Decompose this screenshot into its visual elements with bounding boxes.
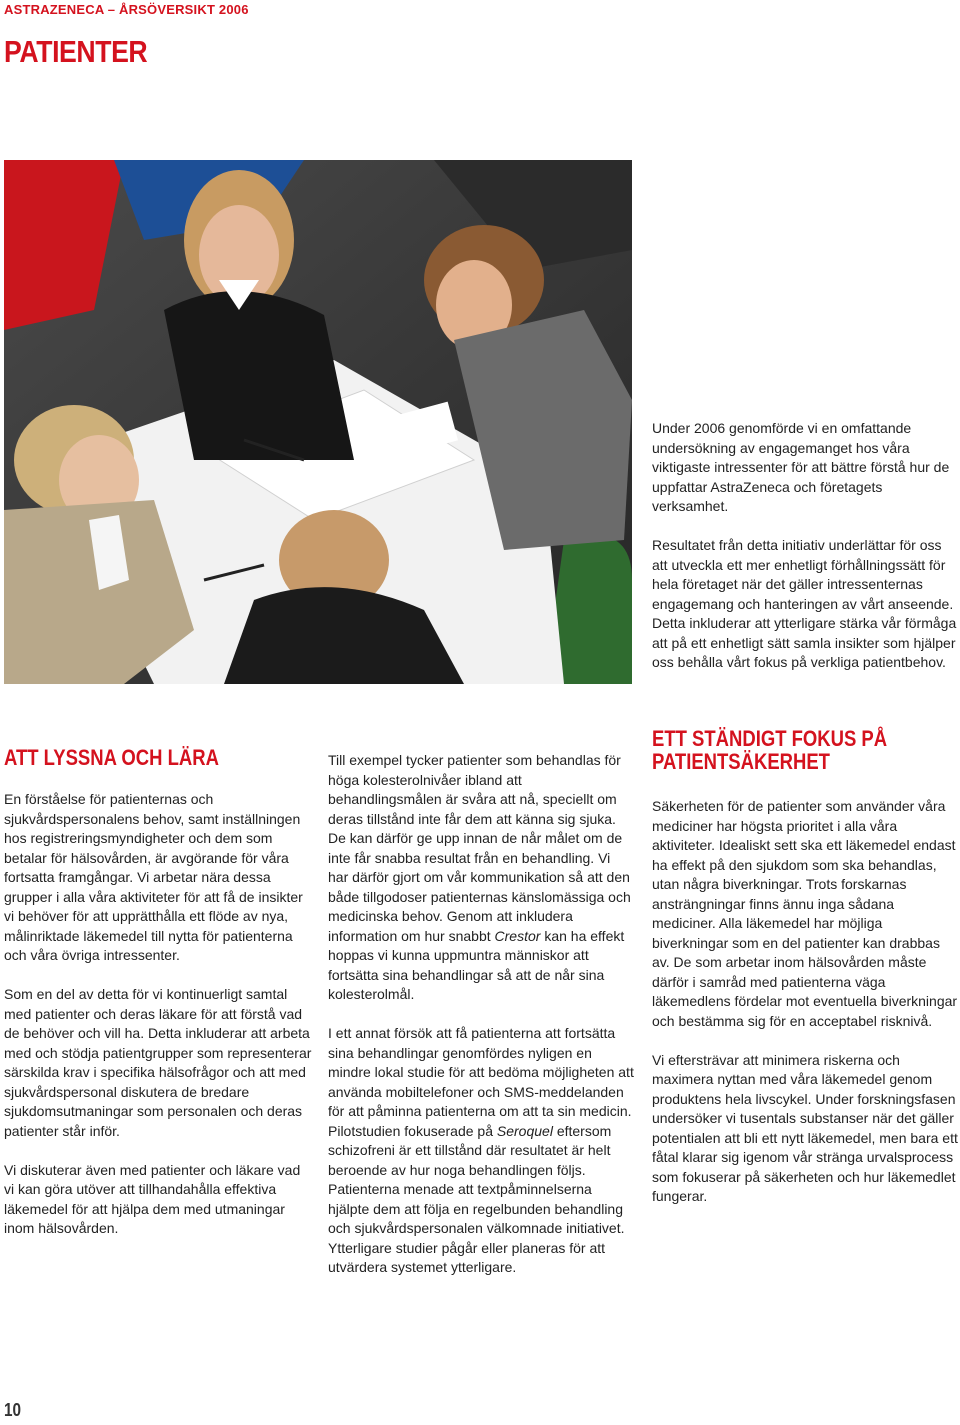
heading-line: PATIENTSÄKERHET <box>652 749 830 774</box>
body-text: kan ha effekt hoppas vi kunna uppmuntra människor att fortsätta sina behandlingar så att de når sina kolesterolmål. <box>328 927 625 1002</box>
heading-line: ETT STÄNDIGT FOKUS PÅ <box>652 726 888 751</box>
section-heading: ATT LYSSNA OCH LÄRA <box>4 745 219 770</box>
body-paragraph <box>328 751 634 1005</box>
body-text: Till exempel tycker patienter som behandlas för höga kolesterolnivåer ibland att behandlingsmålen är svåra att nå, speciellt om deras tillstånd inte får dem att känna sig sjuka. De kan därför ge upp innan de når målet om de inte får snabba resultat från en behandling. Vi har därför gjort om vår kommunikation så att den både tillgodoser patienternas känslomässiga och medicinska behov. Genom att inkludera information om hur snabbt <box>328 752 631 944</box>
column-examples <box>328 751 634 1297</box>
body-paragraph: Vi eftersträvar att minimera riskerna och maximera nyttan med våra läkemedel genom produktens hela livscykel. Under forskningsfasen undersöker vi tusentals substanser när det gäller potentialen att bli ett nytt läkemedel, men bara ett fåtal klarar sig igenom vår stränga urvalsprocess som fokuserar på säkerheten och hur läkemedlet fungerar. <box>652 1051 958 1204</box>
body-paragraph: Vi diskuterar även med patienter och läkare vad vi kan göra utöver att tillhandahålla effektiva läkemedel för att hjälpa dem med utmaningar inom hälsovården. <box>4 1161 301 1236</box>
page-number: 10 <box>4 1400 22 1420</box>
product-name: Seroquel <box>496 1122 553 1139</box>
product-name: Crestor <box>494 927 541 944</box>
body-text: I ett annat försök att få patienterna att fortsätta sina behandlingar genomfördes nyligen en mindre lokal studie för att bedöma möjligheten att använda mobiltelefoner och SMS-meddelanden för att påminna patienterna om att ta sin medicin. Pilotstudien fokuserade på <box>328 1025 634 1139</box>
page-title: PATIENTER <box>4 34 148 69</box>
intro-paragraph: Resultatet från detta initiativ underlättar för oss att utveckla ett mer enhetligt förhållningssätt för hela företaget när det gäller intressenternas engagemang och hanteringen av vårt anseende. Detta inkluderar att ytterligare stärka vår förmåga att på ett enhetligt sätt samla insikter som hjälper oss behålla vårt fokus på verkliga patientbehov. <box>652 537 957 670</box>
body-paragraph <box>328 1024 634 1278</box>
body-text: eftersom schizofreni är ett tillstånd där resultatet är helt beroende av hur noga behandlingen följs. Patienterna menade att textpåminnelserna hjälpte dem att följa en regelbunden behandling och sjukvårdspersonalen välkomnade initiativet. Ytterligare studier pågår eller planeras för att utvärdera systemet ytterligare. <box>328 1122 625 1275</box>
body-paragraph: En förståelse för patienternas och sjukvårdspersonalens behov, samt inställningen hos registreringsmyndigheter och dem som betalar för hälsovården, är avgörande för våra fortsatta framgångar. Vi arbetar nära dessa grupper i alla våra aktiviteter för att få de insikter vi behöver för att upprätthålla ett flöde av nya, målinriktade läkemedel till nytta för patienterna och våra övriga intressenter. <box>4 791 303 963</box>
intro-text <box>652 419 957 692</box>
column-patient-safety <box>652 727 958 1226</box>
body-paragraph: Säkerheten för de patienter som använder våra mediciner har högsta prioritet i alla våra aktiviteter. Idealiskt sett ska ett läkemedel endast ha effekt på den sjukdom som ska behandlas, utan några biverkningar. Trots forskarnas ansträngningar finns ännu inga sådana mediciner. Alla läkemedel har möjliga biverkningar som en del patienter kan drabbas av. De som arbetar inom hälsovården måste därför i samråd med patienterna väga läkemedlens fördelar mot eventuella biverkningar och bestämma sig för en acceptabel risknivå. <box>652 798 958 1029</box>
meeting-photo <box>4 160 632 684</box>
column-listen-learn <box>4 746 312 1258</box>
body-paragraph: Som en del av detta för vi kontinuerligt samtal med patienter och deras läkare för att förstå vad de behöver och vill ha. Detta inkluderar att arbeta med och stödja patientgrupper som representerar särskilda krav i specifika hälsofrågor och att med sjukvårdspersonal diskutera de bredare sjukdomsutmaningar som personalen och deras patienter står inför. <box>4 986 312 1139</box>
intro-paragraph: Under 2006 genomförde vi en omfattande undersökning av engagemanget hos våra viktigaste intressenter för att bättre förstå hur de uppfattar AstraZeneca och företagets verksamhet. <box>652 420 950 514</box>
section-heading <box>652 727 954 773</box>
running-header: ASTRAZENECA – ÅRSÖVERSIKT 2006 <box>4 2 249 17</box>
